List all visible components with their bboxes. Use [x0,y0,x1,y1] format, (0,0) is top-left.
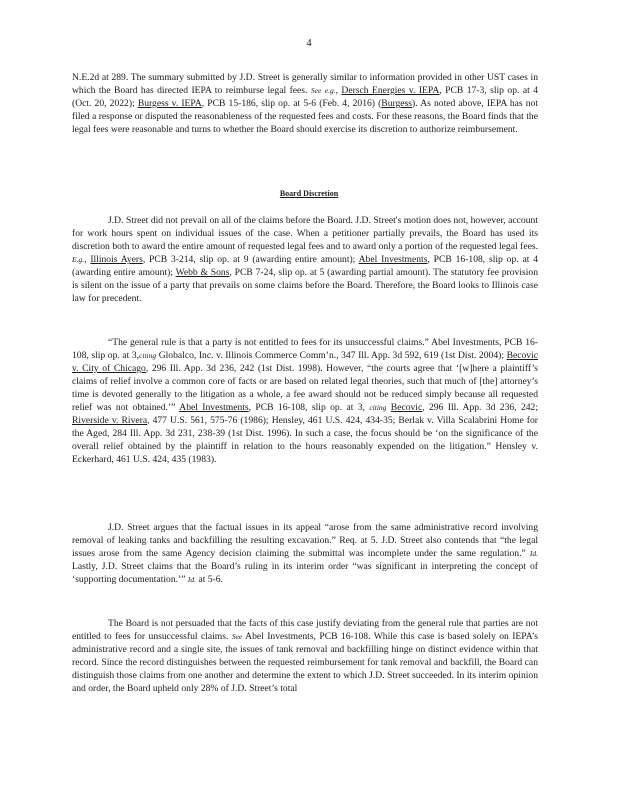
citation-abel: Abel Investments [358,254,428,266]
p2-text-a: “The general rule is that a party is not entitled to fees for its unsuccessful claims.” Abel Investments, PCB 16-108, slip op. at 3, [72,337,538,362]
citation-abel-2: Abel Investments [179,402,249,414]
citation-riverside: Riverside v. Rivera [72,415,148,427]
paragraph-board-not-persuaded [72,617,538,695]
p1-text-a: J.D. Street did not prevail on all of the claims before the Board. J.D. Street's motion does not, however, account for work hours spent on individual issues of the case. When a petitioner partially prevails, the Board has used its discretion both to award the entire amount of requested legal fees and to award only a portion of the requested legal fees. [72,215,538,253]
p3-id-2: Id. [187,575,197,585]
citation-dersch: Dersch Energies v. IEPA [341,85,440,97]
p2-citing-1: citing [139,351,157,361]
paragraph-jd-street-argues [72,521,538,586]
p0-text-b: , [335,85,342,97]
citation-illinois-ayers: Illinois Ayers [90,254,143,266]
citation-becovic: Becovic [390,402,423,414]
p3-text-b: Lastly, J.D. Street claims that the Board’s ruling in its interim order “was significant in interpreting the concept of ‘supporting documentation.’” [72,561,538,586]
citation-becovic-city: Becovic v. City of Chicago [72,350,538,375]
paragraph-legal-fees-reasonable [72,71,538,136]
p2-text-f: , 296 Ill. App. 3d 236, 242; [422,402,538,414]
p1-text-e: , PCB 7-24, slip op. at 5 (awarding partial amount). The statutory fee provision is silent on the issue of a party that prevails on some claims before the Board. Therefore, the Board looks to Illinois case law for precedent. [72,267,538,305]
p1-text-d: , PCB 16-108, slip op. at 4 (awarding entire amount); [72,254,538,279]
p0-text-c: , PCB 17-3, slip op. at 4 (Oct. 20, 2022); [72,85,538,110]
p2-citing-2: citing [369,403,387,413]
paragraph-general-rule [72,336,538,466]
section-heading: Board Discretion [279,189,339,198]
p4-text-b: Abel Investments, PCB 16-108. While this case is based solely on IEPA’s administrative record and a single site, the issues of tank removal and backfilling hinge on distinct evidence within that record. Since the record distinguishes between the requested reimbursement for tank removal and backfill, the Board can distinguish those claims from one another and determine the extent to which J.D. Street succeeded. In its interim opinion and order, the Board upheld only 28% of J.D. Street’s total [72,631,538,695]
p1-eg: E.g. [72,255,85,265]
p2-text-d: , PCB 16-108, slip op. at 3, [248,402,370,414]
page-number: 4 [306,38,312,49]
p0-eg: e.g. [324,86,336,96]
paragraph-partial-prevail [72,214,538,305]
p0-text-a: N.E.2d at 289. The summary submitted by J.D. Street is generally similar to information provided in other UST cases in which the Board has directed IEPA to reimburse legal fees. [72,72,538,97]
p2-text-b: Globalco, Inc. v. Illinois Commerce Comm’n., 347 Ill. App. 3d 592, 619 (1st Dist. 2004); [156,350,507,362]
p2-text-c: , 296 Ill. App. 3d 236, 242 (1st Dist. 1998). However, “the courts agree that ‘[w]here a plaintiff’s claims of relief involve a common core of facts or are based on related legal theories, such that much of [the] attorney’s time is devoted generally to the litigation as a whole, a fee award should not be reduced simply because all requested relief was not obtained.’” [72,363,538,414]
p3-text-c: at 5-6. [196,574,223,586]
citation-webb: Webb & Sons [175,267,230,279]
p2-text-g: , 477 U.S. 561, 575-76 (1986); Hensley, 461 U.S. 424, 434-35; Berlak v. Villa Scalabrini Home for the Aged, 284 Ill. App. 3d 231, 238-39 (1st Dist. 1996). In such a case, the focus should be ‘on the significance of the overall relief obtained by the plaintiff in relation to the hours reasonably expended on the litigation.” Hensley v. Eckerhard, 461 U.S. 424, 435 (1983). [72,415,538,466]
citation-burgess: Burgess v. IEPA [137,98,202,110]
p1-text-b: , [84,254,91,266]
p0-text-d: , PCB 15-186, slip op. at 5-6 (Feb. 4, 2016) ( [201,98,382,110]
p0-text-e: ). As noted above, IEPA has not filed a response or disputed the reasonableness of the requested fees and costs. For these reasons, the Board finds that the legal fees were reasonable and turns to whether the Board should exercise its discretion to authorize reimbursement. [72,98,538,136]
p4-text-a: The Board is not persuaded that the facts of this case justify deviating from the general rule that parties are not entitled to fees for unsuccessful claims. [72,618,538,643]
p4-see: See [231,632,243,642]
p3-id-1: Id. [529,549,538,559]
p3-text-a: J.D. Street argues that the factual issues in its appeal “arose from the same administrative record involving removal of leaking tanks and backfilling the resulting excavation.” Req. at 5. J.D. Street also contends that “the legal issues arose from the same Agency decision claiming the submittal was incomplete under the same regulation.” [72,522,538,560]
p0-see: See [310,86,322,96]
p1-text-c: , PCB 3-214, slip op. at 9 (awarding entire amount); [142,254,359,266]
citation-burgess-short: Burgess [381,98,413,110]
